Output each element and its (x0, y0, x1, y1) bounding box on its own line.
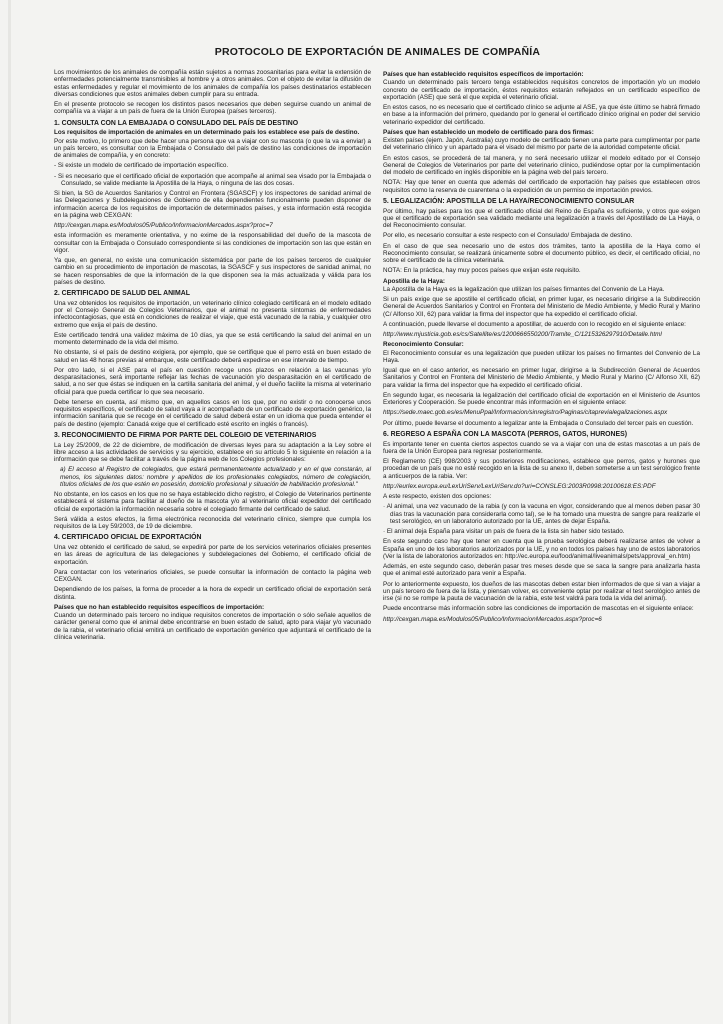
reference-link[interactable]: https://sede.maec.gob.es/es/MenuPpal/Informacion/sinregistro/Paginas/citaprevialegalizaciones.aspx (383, 409, 668, 417)
paragraph: Por lo anteriormente expuesto, los dueños de las mascotas deben estar bien informados de que si van a viajar a un país tercero de fuera de la lista, y piensan volver, es conveniente optar por realizar el test serológico antes de irse (si no se rompe la pauta de vacunación de la rabia, este test valdrá para toda la vida del animal). (383, 580, 700, 603)
paragraph: A este respecto, existen dos opciones: (383, 493, 492, 501)
paragraph: Por este motivo, lo primero que debe hacer una persona que va a viajar con su mascota (o que la va a enviar) a un país tercero, es consultar con la Embajada o Consulado del país de destino las condiciones de importación de animales de compañía, y en concreto: (54, 137, 371, 160)
paragraph: No obstante, si el país de destino exigiera, por ejemplo, que se certifique que el perro está en buen estado de salud en las 48 horas previas al embarque, este certificado deberá expedirse en ese intervalo de tiempo. (54, 349, 371, 364)
paragraph: Si un país exige que se apostille el certificado oficial, en primer lugar, es necesario dirigirse a la Subdirección General de Acuerdos Sanitarios y Control en Frontera del Ministerio de Medio Ambiente, y Medio Rural y Marino (C/ Alfonso XII, 62) para validar la firma del inspector que ha expedido el certificado oficial. (383, 296, 700, 318)
paragraph: NOTA: En la práctica, hay muy pocos países que exijan este requisito. (383, 267, 581, 275)
paragraph: Para contactar con los veterinarios oficiales, se puede consultar la información de contacto la página web CEXGAN. (54, 568, 371, 584)
paragraph: El Reglamento (CE) 998/2003 y sus posteriores modificaciones, establece que perros, gatos y hurones que procedan de un país que no esté recogido en la lista de su anexo II, deben someterse a un test serológico frente a anticuerpos de la rabia. Ver: (383, 458, 700, 480)
paragraph: Será válida a estos efectos, la firma electrónica reconocida del veterinario clínico, siempre que cumpla los requisitos de la Ley 59/2003, de 19 de diciembre. (54, 515, 371, 531)
paragraph: Si bien, la SG de Acuerdos Sanitarios y Control en Frontera (SGASCF) y los inspectores de sanidad animal de las Delegaciones y Subdelegaciones de Gobierno de ella dependientes funcionalmente pueden disponer de información acerca de los requisitos de importación de determinados países, y esta información está recogida en la página web CEXGAN: (54, 190, 371, 219)
list-item: - Si es necesario que el certificado oficial de exportación que acompañe al animal sea visado por la Embajada o Consulado, se valide mediante la Apostilla de la Haya, o ninguna de las dos cosas. (54, 172, 371, 187)
list-item: · El animal deja España para visitar un país de fuera de la lista sin haber sido testado. (383, 528, 625, 536)
paragraph: Puede encontrarse más información sobre las condiciones de importación de mascotas en el siguiente enlace: (383, 605, 694, 613)
paragraph: NOTA: Hay que tener en cuenta que además del certificado de exportación hay países que establecen otros requisitos como la reserva de cuarentena o la expedición de un permiso de importación previos. (383, 179, 700, 194)
paragraph: Una vez obtenidos los requisitos de importación, un veterinario clínico colegiado certificará en el modelo editado por el Consejo General de Colegios Veterinarios, que el animal no presenta síntomas de enfermedades infectocontagiosas, que está en condiciones de realizar el viaje, que está vacunado de la rabia, y cualquier otro extremo que exija el país de destino. (54, 299, 371, 329)
right-column (383, 69, 700, 644)
paragraph: Es importante tener en cuenta ciertos aspectos cuando se va a viajar con una de estas mascotas a un país de fuera de la Unión Europea para regresar posteriormente. (383, 440, 700, 455)
subsection-heading: Países que han establecido requisitos específicos de importación: (383, 71, 584, 78)
paragraph: esta información es meramente orientativa, y no exime de la responsabilidad del dueño de la mascota de consultar con la Embajada o Consulado correspondiente si las condiciones de importación son las que están en vigor. (54, 232, 371, 254)
list-item: · Al animal, una vez vacunado de la rabia (y con la vacuna en vigor, considerando que al menos deben pasar 30 días tras la vacunación para considerarla como tal), se le ha tomado una muestra de sangre para realizarle el test serológico, en un laboratorio autorizado por la UE, antes de dejar España. (383, 503, 700, 525)
section-heading: 5. LEGALIZACIÓN: APOSTILLA DE LA HAYA/RECONOCIMIENTO CONSULAR (383, 197, 635, 205)
left-column (54, 69, 371, 644)
section-heading: 4. CERTIFICADO OFICIAL DE EXPORTACIÓN (54, 534, 202, 542)
paragraph: Igual que en el caso anterior, es necesario en primer lugar, dirigirse a la Subdirección General de Acuerdos Sanitarios y Control en Frontera del Ministerio de Medio Ambiente, y Medio Rural y Marino (C/ Alfonso XII, 62) para validar la firma del inspector que ha expedido el certificado oficial. (383, 367, 700, 389)
paragraph: La Ley 25/2009, de 22 de diciembre, de modificación de diversas leyes para su adaptación a la Ley sobre el libre acceso a las actividades de servicios y su ejercicio, establece en su artículo 5 lo siguiente en relación a la información que se debe facilitar a través de la página web de los Colegios profesionales: (54, 441, 371, 464)
subsection-heading: Apostilla de la Haya: (383, 277, 446, 285)
paragraph: Además, en este segundo caso, deberán pasar tres meses desde que se saca la sangre para analizarla hasta que el animal esté autorizado para venir a España. (383, 563, 700, 578)
paragraph: Existen países (ejem. Japón, Australia) cuyo modelo de certificado tienen una parte para cumplimentar por parte del veterinario clínico y un apartado para el visado del mismo por parte de la autoridad competente oficial. (383, 137, 700, 152)
text-columns (54, 69, 701, 644)
section-heading: 2. CERTIFICADO DE SALUD DEL ANIMAL (54, 290, 190, 298)
subsection-heading: Los requisitos de importación de animales en un determinado país los establece ese país de destino. (54, 129, 360, 137)
legal-quote: a) El acceso al Registro de colegiados, que estará permanentemente actualizado y en el que constarán, al menos, los siguientes datos: nombre y apellidos de los profesionales colegiados, número de colegiación, títulos oficiales de los que estén en posesión, domicilio profesional y situación de habilitación profesional." (60, 466, 371, 488)
document-title: PROTOCOLO DE EXPORTACIÓN DE ANIMALES DE COMPAÑÍA (214, 46, 541, 58)
paragraph: En el caso de que sea necesario uno de estos dos trámites, tanto la apostilla de la Haya como el Reconocimiento consular, se realizará únicamente sobre el documento público, es decir, el certificado oficial, no sobre el certificado de la clínica veterinaria. (383, 242, 700, 265)
paragraph: Dependiendo de los países, la forma de proceder a la hora de expedir un certificado oficial de exportación será distinta. (54, 586, 371, 601)
paragraph: Por otro lado, si el ASE para el país en cuestión recoge unos plazos en relación a las vacunas y/o desparasitaciones, será importante reflejar las fechas de vacunación y/o desparasitación en el certificado de salud, a no ser que éstas se indiquen en la cartilla sanitaria del animal, y el dueño facilite la misma al veterinario oficial para que pueda certificar lo que sea necesario. (54, 366, 371, 396)
section-heading: 6. REGRESO A ESPAÑA CON LA MASCOTA (PERROS, GATOS, HURONES) (383, 430, 627, 438)
paragraph: En este segundo caso hay que tener en cuenta que la prueba serológica deberá realizarse antes de volver a España en uno de los laboratorios autorizados por la UE, y no en todos los países hay uno de estos laboratorios (Ver la lista de laboratorios autorizados en: http://ec.europa.eu/food/animal/liveanimals/pets/approval_en.htm) (383, 538, 700, 560)
paragraph: En el presente protocolo se recogen los distintos pasos necesarios que deben seguirse cuando un animal de compañía va a viajar a un país de fuera de la Unión Europea (países terceros). (54, 101, 371, 116)
subsection-heading: Países que no han establecido requisitos específicos de importación: (54, 603, 265, 611)
paragraph: Los movimientos de los animales de compañía están sujetos a normas zoosanitarias para evitar la extensión de enfermedades potencialmente transmisibles al hombre y a otros animales. Con el objeto de evitar la difusión de estas enfermedades y regular el movimiento de los animales de compañía los países destinatarios establecen diversas condiciones que estos animales deben cumplir para su entrada. (54, 69, 371, 98)
reference-link[interactable]: http://www.mjusticia.gob.es/cs/Satellite/es/1200666550200/Tramite_C/1215326297910/Detalle.html (383, 331, 662, 339)
paragraph: Debe tenerse en cuenta, así mismo que, en aquellos casos en los que, por no existir o no conocerse unos requisitos específicos, el certificado de salud vaya a ir acompañado de un certificado de exportación genérico, la información sanitaria que se recoge en el certificado de salud deberá estar en un idioma que pueda entender el país de destino (ejemplo: Canadá exige que el certificado esté escrito en inglés o francés). (54, 398, 371, 428)
paragraph: Por último, puede llevarse el documento a legalizar ante la Embajada o Consulado del tercer país en cuestión. (383, 419, 694, 427)
paragraph: Este certificado tendrá una validez máxima de 10 días, ya que se está certificando la salud del animal en un momento determinado de la vida del mismo. (54, 331, 371, 347)
paragraph: La Apostilla de la Haya es la legalización que utilizan los países firmantes del Convenio de La Haya. (383, 285, 665, 293)
paragraph: Por último, hay países para los que el certificado oficial del Reino de España es suficiente, y otros que exigen que el certificado de exportación sea validado mediante una legalización a través del Apostillado de La Haya, o del Reconocimiento consular. (383, 207, 700, 230)
reference-link[interactable]: http://cexgan.mapa.es/Modulos05/Publico/InformacionMercados.aspx?proc=7 (54, 222, 273, 230)
paragraph: Ya que, en general, no existe una comunicación sistemática por parte de los países terceros de cualquier cambio en su procedimiento de importación de mascotas, la SGASCF y sus inspectores de sanidad animal, no se hacen responsables de que la información de la que disponen sea la más actualizada y válida para los países de destino. (54, 257, 371, 286)
paragraph: Por ello, es necesario consultar a este respecto con el Consulado/ Embajada de destino. (383, 232, 633, 240)
subsection-heading: Países que han establecido un modelo de certificado para dos firmas: (383, 128, 594, 136)
paragraph: En segundo lugar, es necesaria la legalización del certificado oficial de exportación en el Ministerio de Asuntos Exteriores y Cooperación. Se puede encontrar más información en el siguiente enlace: (383, 391, 700, 407)
section-heading: 1. CONSULTA CON LA EMBAJADA O CONSULADO DEL PAÍS DE DESTINO (54, 119, 299, 127)
paragraph: En estos casos, no es necesario que el certificado clínico se adjunte al ASE, ya que éste último se habrá firmado en base a la información del primero, quedando por lo general el certificado clínico original en poder del servicio veterinario expedidor del certificado. (383, 104, 701, 126)
page-edge-shadow (8, 0, 11, 1024)
paragraph: Una vez obtenido el certificado de salud, se expedirá por parte de los servicios veterinarios oficiales presentes en las áreas de agricultura de las delegaciones y subdelegaciones del Gobierno, el certificado oficial de exportación. (54, 544, 371, 566)
paragraph: En estos casos, se procederá de tal manera, y no será necesario utilizar el modelo editado por el Consejo General de Colegios de Veterinarios por parte del veterinario clínico, pudiéndose optar por la cumplimentación del modelo de certificado en inglés disponible en la página web del país tercero. (383, 154, 700, 176)
paragraph: A continuación, puede llevarse el documento a apostillar, de acuerdo con lo recogido en el siguiente enlace: (383, 320, 686, 328)
paragraph: No obstante, en los casos en los que no se haya establecido dicho registro, el Colegio de Veterinarios pertinente establecerá el sistema para facilitar al dueño de la mascota y/o al veterinario oficial expedidor del certificado oficial de exportación la información necesaria sobre el colegiado firmante del certificado de salud. (54, 491, 371, 513)
paragraph: El Reconocimiento consular es una legalización que pueden utilizar los países no firmantes del Convenio de La Haya. (383, 349, 700, 364)
list-item: - Si existe un modelo de certificado de importación específico. (54, 162, 229, 170)
paragraph: Cuando un determinado país tercero no indique requisitos concretos de importación o sólo señale aquellos de carácter general como que el animal debe encontrarse en buen estado de salud, apto para viajar y/o vacunado de la rabia, el veterinario oficial emitirá un certificado de exportación genérico que adjuntará el certificado de la clínica veterinaria. (54, 612, 371, 641)
reference-link[interactable]: http://cexgan.mapa.es/Modulos05/Publico/InformacionMercados.aspx?proc=6 (383, 615, 602, 623)
reference-link[interactable]: http://eurlex.europa.eu/LexUriServ/LexUriServ.do?uri=CONSLEG:2003R0998:20100618:ES:PDF (383, 482, 656, 490)
subsection-heading: Reconocimiento Consular: (383, 341, 464, 349)
section-heading: 3. RECONOCIMIENTO DE FIRMA POR PARTE DEL COLEGIO DE VETERINARIOS (54, 431, 317, 439)
paragraph: Cuando un determinado país tercero tenga establecidos requisitos concretos de importación y/o un modelo concreto de certificado de importación, éstos requisitos estarán reflejados en un certificado específico de exportación (ASE) que será el que expida el veterinario oficial. (383, 79, 700, 101)
